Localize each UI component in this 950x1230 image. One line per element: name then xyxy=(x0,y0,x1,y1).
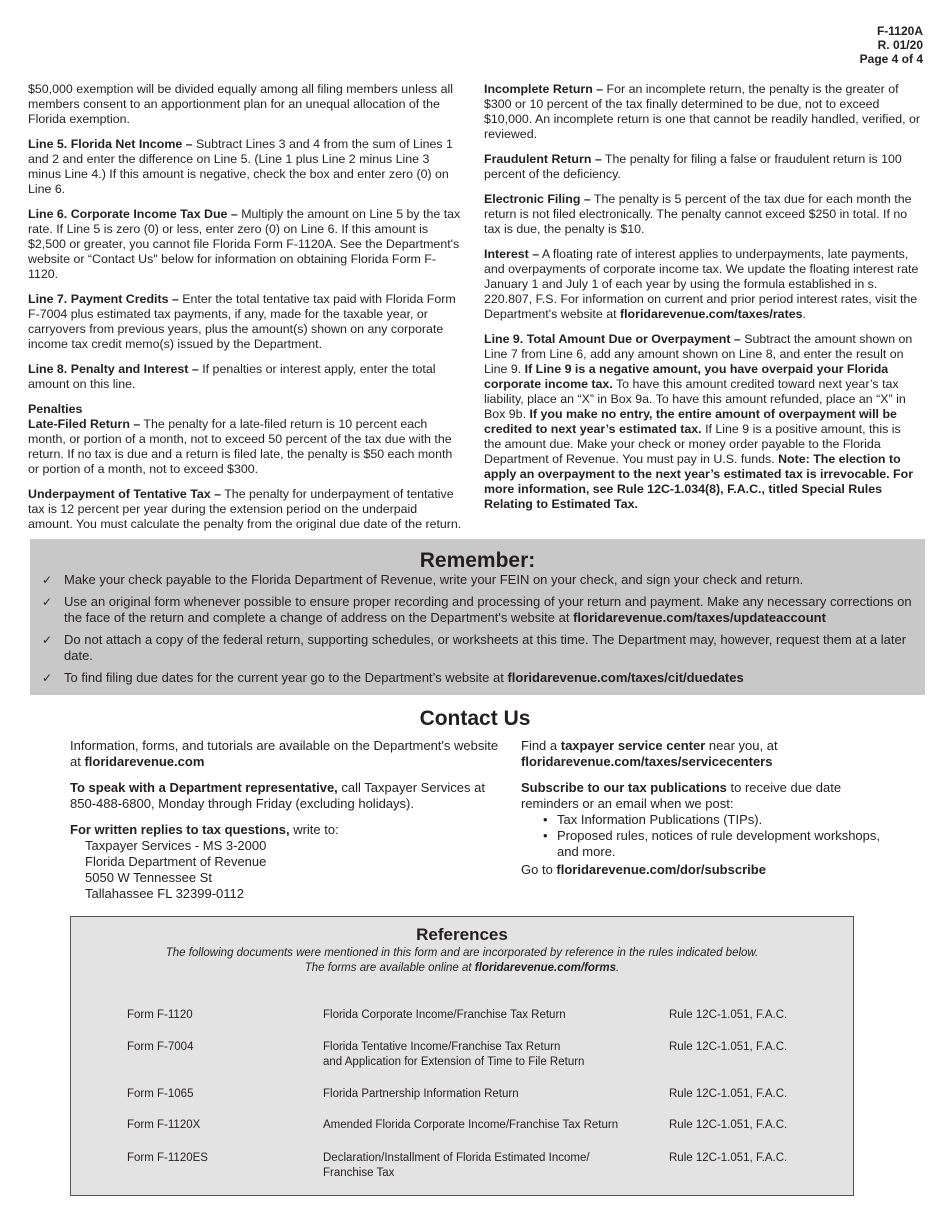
references-box xyxy=(70,916,854,1196)
line9-bold-3: Note: The election to apply an overpayment to the next year’s estimated tax is irrevocable. For more information, see Rule 12C-1.034(8), F.A.C., titled Special Rules Relating to Estimated Tax. xyxy=(484,452,914,511)
ref-rule: Rule 12C-1.051, F.A.C. xyxy=(669,1041,788,1053)
remember-item xyxy=(42,632,918,664)
ref-rule: Rule 12C-1.051, F.A.C. xyxy=(669,1119,788,1131)
ref-title-line: Florida Tentative Income/Franchise Tax Return xyxy=(323,1041,561,1053)
ref-form: Form F-1065 xyxy=(127,1088,194,1100)
exemption-paragraph: $50,000 exemption will be divided equally among all filing members unless all members consent to an apportionment plan for an unequal allocation of the Florida exemption. xyxy=(28,82,453,126)
ref-title-line: and Application for Extension of Time to File Return xyxy=(323,1056,585,1068)
form-revision: R. 01/20 xyxy=(877,38,923,52)
line7-text: Enter the total tentative tax paid with Florida Form F-7004 plus estimated tax payments, if any, made for the taxable year, or carryovers from previous years, plus the amount(s) shown on any corporate income tax credit memo(s) issued by the Department. xyxy=(28,292,456,351)
line5-paragraph xyxy=(28,137,463,197)
interest-end: . xyxy=(802,307,806,321)
interest-title: Interest – xyxy=(484,247,540,261)
page-number: Page 4 of 4 xyxy=(859,52,923,66)
late-filed-paragraph xyxy=(28,417,463,477)
contact-title: Contact Us xyxy=(419,707,531,730)
ref-title-line: Florida Corporate Income/Franchise Tax Return xyxy=(323,1009,566,1021)
find-text: Find a xyxy=(521,738,561,753)
ref-title xyxy=(323,1087,653,1102)
underpayment-text: The penalty for underpayment of tentative tax is 12 percent per year during the extension period on the underpaid amount. You must calculate the penalty from the original due date of the return. xyxy=(28,487,462,531)
ref-title xyxy=(323,1151,653,1181)
references-intro-line xyxy=(71,961,853,976)
ref-title xyxy=(323,1118,653,1133)
late-filed-text: The penalty for a late-filed return is 10 percent each month, or portion of a month, not to exceed 50 percent of the tax due with the return. If no tax is due and a return is filed late, the penalty is $50 each month or portion of a month, not to exceed $300. xyxy=(28,417,453,476)
ref-form: Form F-7004 xyxy=(127,1041,194,1053)
mailing-address xyxy=(70,838,500,902)
fraudulent-paragraph xyxy=(484,152,921,182)
remember-box xyxy=(30,539,925,695)
speak-bold: To speak with a Department representative, xyxy=(70,780,338,795)
right-column xyxy=(484,82,921,522)
interest-rates-link[interactable]: floridarevenue.com/taxes/rates xyxy=(619,307,803,321)
efile-title: Electronic Filing – xyxy=(484,192,591,206)
due-dates-link[interactable]: floridarevenue.com/taxes/cit/duedates xyxy=(507,670,744,685)
forms-link[interactable]: floridarevenue.com/forms xyxy=(474,962,617,974)
address-line: Florida Department of Revenue xyxy=(85,854,267,869)
ref-rule: Rule 12C-1.051, F.A.C. xyxy=(669,1088,788,1100)
speak-text: call Taxpayer Services at 850-488-6800, Monday through Friday (excluding holidays). xyxy=(70,780,485,811)
ref-title-line: Amended Florida Corporate Income/Franchise Tax Return xyxy=(323,1119,619,1131)
remember-item xyxy=(42,670,918,686)
line9-bold-1: If Line 9 is a negative amount, you have overpaid your Florida corporate income tax. xyxy=(484,362,889,391)
address-line: Taxpayer Services - MS 3-2000 xyxy=(85,838,267,853)
checkmark-icon: ✓ xyxy=(42,671,53,685)
ref-form: Form F-1120 xyxy=(127,1009,193,1021)
form-number: F-1120A xyxy=(876,24,923,38)
ref-title xyxy=(323,1040,653,1070)
incomplete-text: For an incomplete return, the penalty is the greater of $300 or 10 percent of the tax finally determined to be due, not to exceed $10,000. An incomplete return is one that cannot be readily handled, verified, or reviewed. xyxy=(484,82,921,141)
intro-end: . xyxy=(616,962,620,974)
update-account-link[interactable]: floridarevenue.com/taxes/updateaccount xyxy=(573,610,826,625)
written-paragraph xyxy=(70,822,500,838)
ref-form: Form F-1120ES xyxy=(127,1152,208,1164)
info-paragraph xyxy=(70,738,500,770)
ref-title xyxy=(323,1008,653,1023)
line9-text-1: Subtract the amount shown on Line 7 from Line 6, add any amount shown on Line 8, and enter the result on Line 9. xyxy=(484,332,913,376)
interest-paragraph xyxy=(484,247,921,322)
line5-title: Line 5. Florida Net Income – xyxy=(28,137,193,151)
ref-rule: Rule 12C-1.051, F.A.C. xyxy=(669,1009,788,1021)
line6-title: Line 6. Corporate Income Tax Due – xyxy=(28,207,238,221)
subscribe-text: to receive due date reminders or an email when we post: xyxy=(521,780,842,811)
ref-title-line: Florida Partnership Information Return xyxy=(323,1088,519,1100)
remember-title: Remember: xyxy=(419,549,536,572)
find-text-2: near you, at xyxy=(705,738,778,753)
goto-text: Go to xyxy=(521,862,557,877)
form-header xyxy=(860,24,923,66)
service-centers-link[interactable]: floridarevenue.com/taxes/servicecenters xyxy=(521,754,773,769)
contact-left-column xyxy=(70,738,500,902)
remember-item-text: Make your check payable to the Florida Department of Revenue, write your FEIN on your check, and sign your check and return. xyxy=(64,572,804,587)
remember-item-text: Use an original form whenever possible to ensure proper recording and processing of your return and payment. Make any necessary corrections on the face of the return and complete a change of address on the Department's website at xyxy=(64,594,912,625)
incomplete-paragraph xyxy=(484,82,921,142)
contact-right-column xyxy=(521,738,881,888)
checkmark-icon: ✓ xyxy=(42,573,53,587)
service-center-paragraph xyxy=(521,738,881,770)
ref-title-line: Declaration/Installment of Florida Estimated Income/ xyxy=(323,1152,590,1164)
subscribe-paragraph xyxy=(521,780,881,812)
line8-text: If penalties or interest apply, enter the total amount on this line. xyxy=(28,362,436,391)
penalties-heading-text: Penalties xyxy=(28,402,83,416)
website-link[interactable]: floridarevenue.com xyxy=(84,754,205,769)
remember-item-text: To find filing due dates for the current year go to the Department’s website at xyxy=(64,670,508,685)
remember-list xyxy=(42,572,918,692)
references-intro-line: The following documents were mentioned in this form and are incorporated by reference in the rules indicated below. xyxy=(165,947,759,959)
ref-rule: Rule 12C-1.051, F.A.C. xyxy=(669,1152,788,1164)
line7-title: Line 7. Payment Credits – xyxy=(28,292,179,306)
efile-paragraph xyxy=(484,192,921,237)
checkmark-icon: ✓ xyxy=(42,633,53,647)
speak-paragraph xyxy=(70,780,500,812)
written-bold: For written replies to tax questions, xyxy=(70,822,290,837)
ref-form: Form F-1120X xyxy=(127,1119,201,1131)
ref-title-line: Franchise Tax xyxy=(323,1167,395,1179)
intro-text: The forms are available online at xyxy=(304,962,475,974)
address-line: 5050 W Tennessee St xyxy=(85,870,212,885)
line9-text-3: If Line 9 is a positive amount, this is the amount due. Make your check or money order payable to the Florida Department of Revenue. You must pay in U.S. funds. xyxy=(484,422,901,466)
incomplete-title: Incomplete Return – xyxy=(484,82,604,96)
underpayment-title: Underpayment of Tentative Tax – xyxy=(28,487,222,501)
line6-paragraph xyxy=(28,207,463,282)
fraudulent-text: The penalty for filing a false or fraudulent return is 100 percent of the deficiency. xyxy=(484,152,902,181)
checkmark-icon: ✓ xyxy=(42,595,53,609)
find-bold: taxpayer service center xyxy=(560,738,706,753)
line6-text: Multiply the amount on Line 5 by the tax rate. If Line 5 is zero (0) or less, enter zero (0) on Line 6. If this amount is $2,500 or greater, you cannot file Florida Form F-1120A. See the Department's website or “Contact Us" below for information on obtaining Florida Form F-1120. xyxy=(28,207,461,281)
goto-paragraph xyxy=(521,862,881,878)
line5-text: Subtract Lines 3 and 4 from the sum of Lines 1 and 2 and enter the difference on Line 5. (Line 1 plus Line 2 minus Line 3 minus Line 4.) If this amount is negative, check the box and enter zero (0) on Line 6. xyxy=(28,137,453,196)
written-text: write to: xyxy=(289,822,339,837)
late-filed-title: Late-Filed Return – xyxy=(28,417,141,431)
left-column xyxy=(28,82,463,542)
references-title: References xyxy=(416,925,508,944)
list-item: • Proposed rules, notices of rule development workshops, and more. xyxy=(543,828,881,860)
subscribe-link[interactable]: floridarevenue.com/dor/subscribe xyxy=(556,862,766,877)
remember-item xyxy=(42,594,918,626)
line9-text-2: To have this amount credited toward next year’s tax liability, place an “X” in Box 9a. To have this amount refunded, place an “X” in Box 9b. xyxy=(484,377,906,421)
fraudulent-title: Fraudulent Return – xyxy=(484,152,602,166)
line7-paragraph xyxy=(28,292,463,352)
references-intro xyxy=(71,946,853,976)
list-item: • Tax Information Publications (TIPs). xyxy=(543,812,881,828)
address-line: Tallahassee FL 32399-0112 xyxy=(85,886,245,901)
remember-item-text: Do not attach a copy of the federal return, supporting schedules, or worksheets at this time. The Department may, however, request them at a later date. xyxy=(64,632,907,663)
publication-list xyxy=(521,812,881,860)
line9-title: Line 9. Total Amount Due or Overpayment – xyxy=(484,332,741,346)
efile-text: The penalty is 5 percent of the tax due for each month the return is not filed electronically. The penalty cannot exceed $250 in total. If no tax is due, the penalty is $10. xyxy=(484,192,912,236)
line9-bold-2: If you make no entry, the entire amount of overpayment will be credited to next year’s estimated tax. xyxy=(484,407,897,436)
line8-paragraph xyxy=(28,362,463,392)
line8-title: Line 8. Penalty and Interest – xyxy=(28,362,199,376)
underpayment-paragraph xyxy=(28,487,463,532)
penalties-heading xyxy=(28,402,463,417)
interest-text: A floating rate of interest applies to underpayments, late payments, and overpayments of corporate income tax. We update the floating interest rate January 1 and July 1 of each year by using the formula established in s. 220.807, F.S. For information on current and prior period interest rates, visit the Department's website at xyxy=(484,247,919,321)
remember-item xyxy=(42,572,918,588)
info-text: Information, forms, and tutorials are available on the Department's website at xyxy=(70,738,499,769)
line9-paragraph xyxy=(484,332,921,512)
subscribe-bold: Subscribe to our tax publications xyxy=(521,780,727,795)
